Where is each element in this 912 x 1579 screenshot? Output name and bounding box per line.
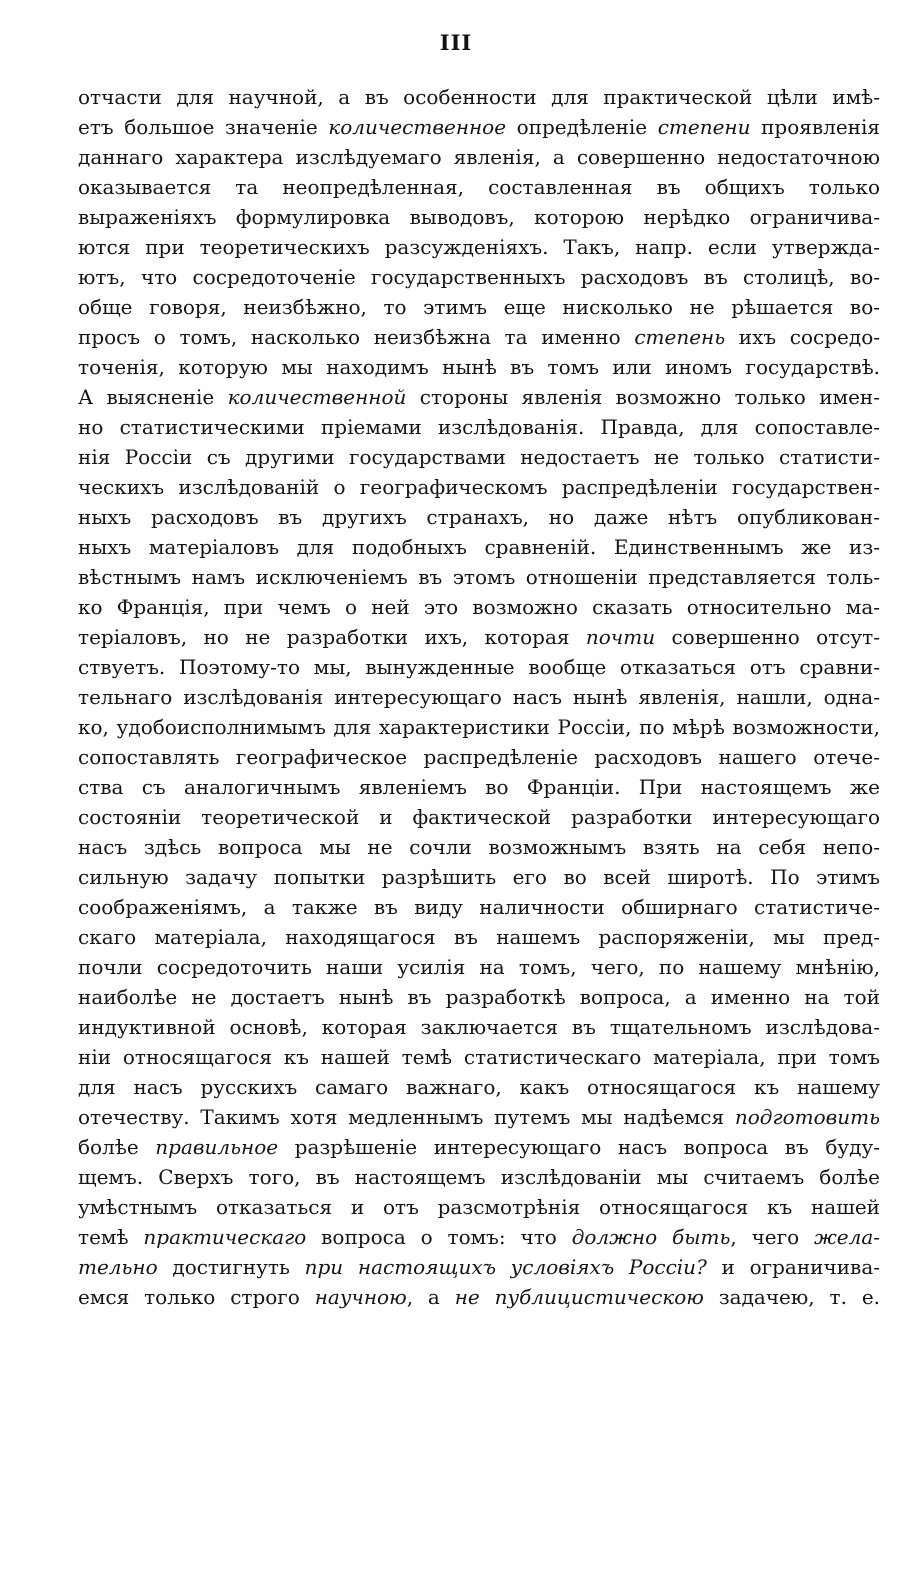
text-line bbox=[78, 1132, 880, 1162]
plain-text: просъ о томъ, насколько неизбѣжна та именно bbox=[78, 325, 635, 349]
text-line bbox=[78, 1192, 880, 1222]
plain-text: болѣе bbox=[78, 1135, 156, 1159]
text-line bbox=[78, 262, 880, 292]
plain-text: наиболѣе не достаетъ нынѣ въ разработкѣ вопроса, а именно на той bbox=[78, 985, 880, 1009]
plain-text: ніи относящагося къ нашей темѣ статистическаго матеріала, при томъ bbox=[78, 1045, 880, 1069]
text-line bbox=[78, 142, 880, 172]
plain-text: опредѣленіе bbox=[506, 115, 658, 139]
text-line bbox=[78, 562, 880, 592]
italic-text: научною bbox=[314, 1285, 407, 1309]
text-line bbox=[78, 652, 880, 682]
italic-text: степени bbox=[657, 115, 751, 139]
text-line bbox=[78, 1042, 880, 1072]
plain-text: оказывается та неопредѣленная, составленная въ общихъ только bbox=[78, 175, 880, 199]
plain-text: соображеніямъ, а также въ виду наличности обширнаго статистиче- bbox=[78, 895, 880, 919]
italic-text: практическаго bbox=[143, 1225, 307, 1249]
text-line bbox=[78, 592, 880, 622]
plain-text: задачею, т. е. bbox=[703, 1285, 880, 1309]
text-line bbox=[78, 682, 880, 712]
plain-text: ствуетъ. Поэтому-то мы, вынужденные вообще отказаться отъ сравни- bbox=[78, 655, 880, 679]
plain-text: индуктивной основѣ, которая заключается въ тщательномъ изслѣдова- bbox=[78, 1015, 880, 1039]
text-line bbox=[78, 1162, 880, 1192]
text-line bbox=[78, 1282, 880, 1312]
plain-text: разрѣшеніе интересующаго насъ вопроса въ буду- bbox=[278, 1135, 880, 1159]
plain-text: ютъ, что сосредоточеніе государственныхъ расходовъ въ столицѣ, во- bbox=[78, 265, 880, 289]
plain-text: сопоставлять географическое распредѣленіе расходовъ нашего отече- bbox=[78, 745, 880, 769]
plain-text: вѣстнымъ намъ исключеніемъ въ этомъ отношеніи представляется толь- bbox=[78, 565, 880, 589]
plain-text: совершенно отсут- bbox=[655, 625, 880, 649]
italic-text: количественное bbox=[328, 115, 507, 139]
plain-text: отечеству. Такимъ хотя медленнымъ путемъ мы надѣемся bbox=[78, 1105, 735, 1129]
plain-text: обще говоря, неизбѣжно, то этимъ еще нисколько не рѣшается во- bbox=[78, 295, 880, 319]
plain-text: отчасти для научной, а въ особенности для практической цѣли имѣ- bbox=[78, 85, 880, 109]
plain-text: , а bbox=[406, 1285, 455, 1309]
text-line bbox=[78, 952, 880, 982]
italic-text: должно быть bbox=[571, 1225, 731, 1249]
text-line bbox=[78, 802, 880, 832]
plain-text: ства съ аналогичнымъ явленіемъ во Франціи. При настоящемъ же bbox=[78, 775, 880, 799]
italic-text: степень bbox=[634, 325, 726, 349]
text-line bbox=[78, 202, 880, 232]
plain-text: ко, удобоисполнимымъ для характеристики Россіи, по мѣрѣ возможности, bbox=[78, 715, 880, 739]
page-number: III bbox=[439, 30, 473, 55]
italic-text: жела- bbox=[814, 1225, 880, 1249]
italic-text: подготовить bbox=[734, 1105, 880, 1129]
italic-text: при настоящихъ условіяхъ Россіи? bbox=[304, 1255, 707, 1279]
text-line bbox=[78, 232, 880, 262]
plain-text: ныхъ матеріаловъ для подобныхъ сравненій. Единственнымъ же из- bbox=[78, 535, 880, 559]
plain-text: нія Россіи съ другими государствами недостаетъ не только статисти- bbox=[78, 445, 880, 469]
text-line bbox=[78, 622, 880, 652]
text-line bbox=[78, 892, 880, 922]
plain-text: скаго матеріала, находящагося въ нашемъ распоряженіи, мы пред- bbox=[78, 925, 880, 949]
plain-text: вопроса о томъ: что bbox=[306, 1225, 572, 1249]
plain-text: ются при теоретическихъ разсужденіяхъ. Такъ, напр. если утвержда- bbox=[78, 235, 880, 259]
text-line bbox=[78, 82, 880, 112]
text-line bbox=[78, 1012, 880, 1042]
plain-text: стороны явленія возможно только имен- bbox=[406, 385, 880, 409]
plain-text: ихъ сосредо- bbox=[725, 325, 880, 349]
plain-text: точенія, которую мы находимъ нынѣ въ томъ или иномъ государствѣ. bbox=[78, 355, 880, 379]
plain-text: сильную задачу попытки разрѣшить его во всей широтѣ. По этимъ bbox=[78, 865, 880, 889]
text-line bbox=[78, 382, 880, 412]
plain-text: для насъ русскихъ самаго важнаго, какъ относящагося къ нашему bbox=[78, 1075, 880, 1099]
plain-text: етъ большое значеніе bbox=[78, 115, 329, 139]
text-line bbox=[78, 1252, 880, 1282]
text-line bbox=[78, 412, 880, 442]
plain-text: емся только строго bbox=[78, 1285, 315, 1309]
plain-text: и ограничива- bbox=[706, 1255, 880, 1279]
text-line bbox=[78, 862, 880, 892]
plain-text: состояніи теоретической и фактической разработки интересующаго bbox=[78, 805, 880, 829]
italic-text: не публицистическою bbox=[454, 1285, 704, 1309]
text-line bbox=[78, 112, 880, 142]
body-text bbox=[78, 82, 880, 1312]
plain-text: темѣ bbox=[78, 1225, 144, 1249]
plain-text: ныхъ расходовъ въ другихъ странахъ, но даже нѣтъ опубликован- bbox=[78, 505, 880, 529]
plain-text: насъ здѣсь вопроса мы не сочли возможнымъ взять на себя непо- bbox=[78, 835, 880, 859]
text-line bbox=[78, 742, 880, 772]
text-line bbox=[78, 982, 880, 1012]
plain-text: ко Франція, при чемъ о ней это возможно сказать относительно ма- bbox=[78, 595, 880, 619]
plain-text: но статистическими пріемами изслѣдованія. Правда, для сопоставле- bbox=[78, 415, 880, 439]
text-line bbox=[78, 472, 880, 502]
text-line bbox=[78, 922, 880, 952]
plain-text: даннаго характера изслѣдуемаго явленія, а совершенно недостаточною bbox=[78, 145, 880, 169]
plain-text: достигнуть bbox=[157, 1255, 305, 1279]
italic-text: количественной bbox=[227, 385, 407, 409]
text-line bbox=[78, 442, 880, 472]
text-line bbox=[78, 772, 880, 802]
italic-text: правильное bbox=[155, 1135, 279, 1159]
plain-text: выраженіяхъ формулировка выводовъ, которою нерѣдко ограничива- bbox=[78, 205, 880, 229]
text-line bbox=[78, 532, 880, 562]
text-line bbox=[78, 322, 880, 352]
plain-text: почли сосредоточить наши усилія на томъ, чего, по нашему мнѣнію, bbox=[78, 955, 880, 979]
plain-text: тельнаго изслѣдованія интересующаго насъ нынѣ явленія, нашли, одна- bbox=[78, 685, 880, 709]
italic-text: почти bbox=[585, 625, 656, 649]
plain-text: щемъ. Сверхъ того, въ настоящемъ изслѣдованіи мы считаемъ болѣе bbox=[78, 1165, 880, 1189]
text-line bbox=[78, 292, 880, 322]
text-line bbox=[78, 172, 880, 202]
text-line bbox=[78, 1102, 880, 1132]
plain-text: , чего bbox=[730, 1225, 815, 1249]
plain-text: теріаловъ, но не разработки ихъ, которая bbox=[78, 625, 586, 649]
text-line bbox=[78, 712, 880, 742]
text-line bbox=[78, 1072, 880, 1102]
text-line bbox=[78, 502, 880, 532]
plain-text: А выясненіе bbox=[78, 385, 228, 409]
text-line bbox=[78, 832, 880, 862]
plain-text: ческихъ изслѣдованій о географическомъ распредѣленіи государствен- bbox=[78, 475, 880, 499]
italic-text: тельно bbox=[78, 1255, 158, 1279]
plain-text: проявленія bbox=[750, 115, 880, 139]
plain-text: умѣстнымъ отказаться и отъ разсмотрѣнія относящагося къ нашей bbox=[78, 1195, 880, 1219]
text-line bbox=[78, 352, 880, 382]
text-line bbox=[78, 1222, 880, 1252]
